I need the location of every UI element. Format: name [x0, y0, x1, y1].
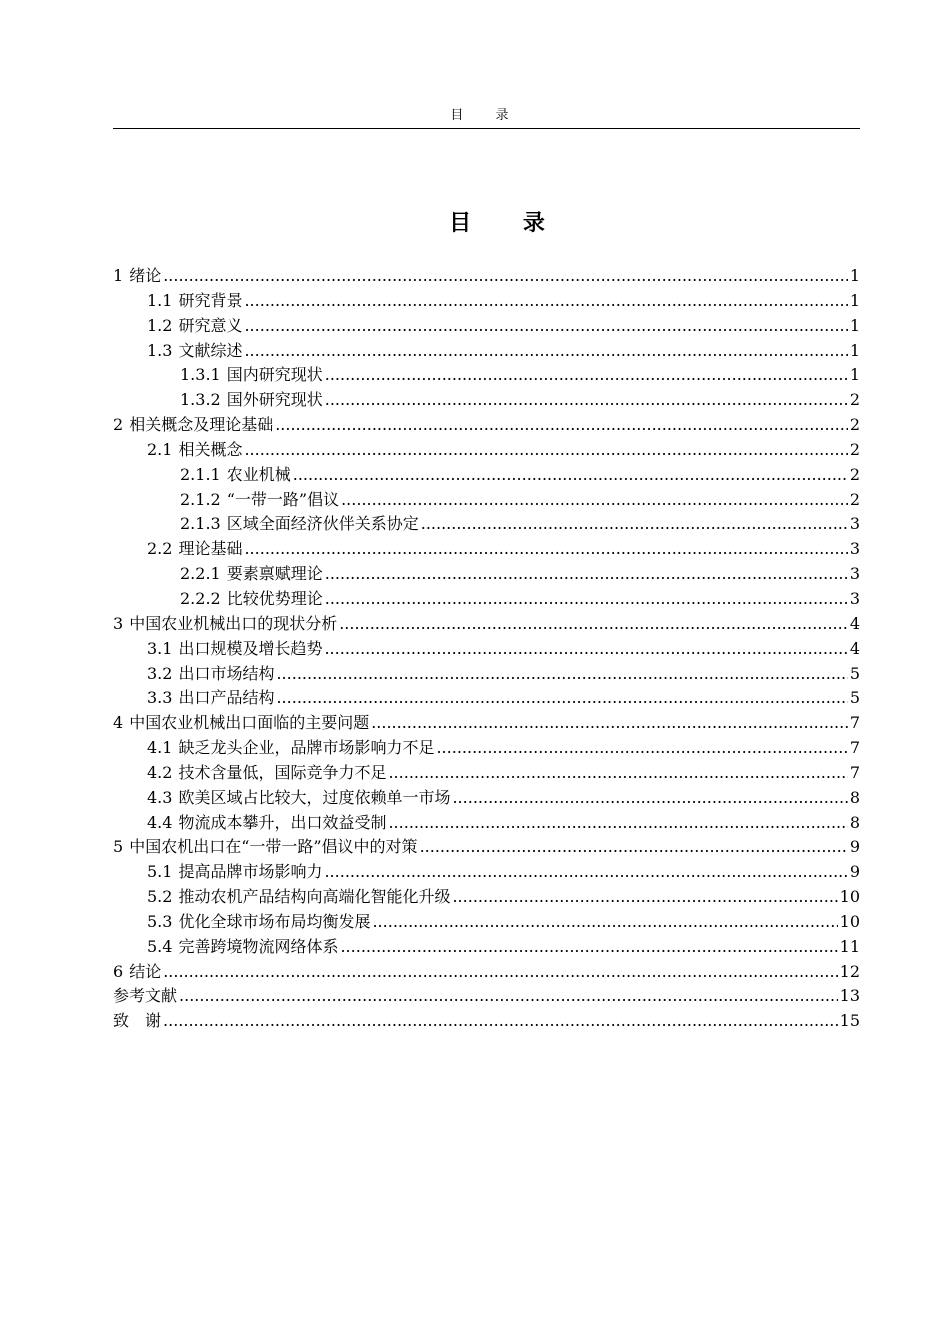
- toc-entry[interactable]: [113, 860, 860, 885]
- toc-entry-title: 理论基础: [178, 539, 243, 559]
- toc-entry[interactable]: [113, 314, 860, 339]
- toc-leader-dots: [325, 363, 848, 388]
- toc-entry[interactable]: [113, 910, 860, 935]
- toc-entry-title: 区域全面经济伙伴关系协定: [226, 514, 419, 534]
- toc-leader-dots: [163, 264, 848, 289]
- toc-entry-title: 国内研究现状: [226, 365, 323, 385]
- toc-leader-dots: [421, 512, 848, 537]
- toc-leader-dots: [388, 811, 847, 836]
- toc-page-number: 1: [849, 315, 860, 335]
- toc-entry-title: 致 谢: [113, 1011, 162, 1031]
- toc-entry[interactable]: [113, 413, 860, 438]
- toc-entry-title: 国外研究现状: [226, 390, 323, 410]
- toc-page-number: 8: [849, 787, 860, 807]
- toc-entry[interactable]: [113, 984, 860, 1009]
- toc-entry[interactable]: [113, 711, 860, 736]
- toc-entry-title: 出口规模及增长趋势: [178, 638, 323, 658]
- toc-page-number: 7: [849, 762, 860, 782]
- toc-entry[interactable]: [113, 587, 860, 612]
- toc-leader-dots: [275, 413, 848, 438]
- toc-entry-title: 技术含量低，国际竞争力不足: [178, 762, 387, 782]
- toc-entry-number: 5.3: [147, 911, 173, 931]
- toc-leader-dots: [163, 1009, 838, 1034]
- toc-entry-number: 1.2: [147, 315, 173, 335]
- toc-leader-dots: [388, 761, 847, 786]
- toc-entry-number: 5.4: [147, 936, 173, 956]
- toc-entry-number: 6: [113, 961, 124, 981]
- toc-page-number: 2: [849, 415, 860, 435]
- toc-entry-number: 3.1: [147, 638, 173, 658]
- toc-leader-dots: [163, 960, 837, 985]
- toc-entry-title: 出口产品结构: [178, 688, 275, 708]
- toc-page-number: 10: [839, 887, 860, 907]
- toc-entry-number: 2.2.2: [180, 588, 221, 608]
- toc-entry[interactable]: [113, 562, 860, 587]
- toc-entry-title: 中国农业机械出口面临的主要问题: [129, 713, 370, 733]
- toc-entry-number: 4.4: [147, 812, 173, 832]
- toc-entry[interactable]: [113, 612, 860, 637]
- toc-entry-title: “一带一路”倡议: [226, 489, 340, 509]
- toc-entry-number: 2.1.1: [180, 464, 221, 484]
- toc-entry-title: 比较优势理论: [226, 588, 323, 608]
- toc-page-number: 3: [849, 514, 860, 534]
- toc-page-number: 11: [839, 936, 860, 956]
- toc-entry-title: 文献综述: [178, 340, 243, 360]
- toc-entry-title: 相关概念: [178, 439, 243, 459]
- toc-entry[interactable]: [113, 811, 860, 836]
- toc-leader-dots: [372, 910, 837, 935]
- toc-entry-number: 2.1.2: [180, 489, 221, 509]
- toc-entry-number: 2: [113, 415, 124, 435]
- toc-entry-title: 要素禀赋理论: [226, 564, 323, 584]
- toc-entry-number: 3.2: [147, 663, 173, 683]
- toc-leader-dots: [324, 860, 847, 885]
- toc-entry[interactable]: [113, 438, 860, 463]
- toc-entry-number: 2.2.1: [180, 564, 221, 584]
- toc-leader-dots: [244, 289, 847, 314]
- toc-entry[interactable]: [113, 736, 860, 761]
- toc-page-number: 9: [849, 837, 860, 857]
- toc-entry[interactable]: [113, 289, 860, 314]
- toc-entry[interactable]: [113, 512, 860, 537]
- toc-entry-title: 物流成本攀升，出口效益受制: [178, 812, 387, 832]
- toc-leader-dots: [436, 736, 847, 761]
- toc-page-number: 8: [849, 812, 860, 832]
- toc-leader-dots: [341, 488, 848, 513]
- toc-page-number: 4: [849, 638, 860, 658]
- toc-entry[interactable]: [113, 686, 860, 711]
- toc-page-number: 13: [839, 986, 860, 1006]
- toc-leader-dots: [340, 935, 837, 960]
- toc-entry-title: 研究背景: [178, 290, 243, 310]
- toc-leader-dots: [244, 438, 847, 463]
- toc-page-number: 1: [849, 365, 860, 385]
- toc-entry[interactable]: [113, 339, 860, 364]
- toc-page-number: 2: [849, 489, 860, 509]
- toc-entry-number: 4.2: [147, 762, 173, 782]
- toc-page-number: 1: [849, 266, 860, 285]
- toc-entry-number: 3.3: [147, 688, 173, 708]
- toc-entry-title: 中国农业机械出口的现状分析: [129, 613, 338, 633]
- toc-page-number: 5: [849, 663, 860, 683]
- toc-entry-title: 研究意义: [178, 315, 243, 335]
- toc-entry-title: 结论: [129, 961, 162, 981]
- toc-leader-dots: [325, 388, 848, 413]
- toc-page-number: 2: [849, 439, 860, 459]
- toc-page-number: 7: [849, 713, 860, 733]
- toc-leader-dots: [371, 711, 848, 736]
- toc-page-number: 4: [849, 613, 860, 633]
- toc-leader-dots: [276, 662, 847, 687]
- toc-entry[interactable]: [113, 463, 860, 488]
- toc-entry-title: 完善跨境物流网络体系: [178, 936, 339, 956]
- toc-entry[interactable]: [113, 264, 860, 289]
- toc-entry-title: 绪论: [129, 266, 162, 285]
- toc-leader-dots: [420, 835, 848, 860]
- toc-entry-number: 1.3.1: [180, 365, 221, 385]
- toc-entry[interactable]: [113, 388, 860, 413]
- toc-entry[interactable]: [113, 835, 860, 860]
- table-of-contents: [113, 264, 860, 1034]
- toc-leader-dots: [452, 786, 847, 811]
- toc-entry-title: 参考文献: [113, 986, 178, 1006]
- toc-entry-title: 优化全球市场布局均衡发展: [178, 911, 371, 931]
- toc-entry[interactable]: [113, 363, 860, 388]
- toc-page-number: 1: [849, 340, 860, 360]
- toc-page-number: 12: [839, 961, 860, 981]
- toc-entry-title: 相关概念及理论基础: [129, 415, 274, 435]
- toc-page-number: 3: [849, 564, 860, 584]
- toc-entry-number: 2.1.3: [180, 514, 221, 534]
- toc-entry-title: 出口市场结构: [178, 663, 275, 683]
- toc-entry[interactable]: [113, 885, 860, 910]
- toc-leader-dots: [452, 885, 837, 910]
- toc-leader-dots: [244, 314, 847, 339]
- toc-entry[interactable]: [113, 662, 860, 687]
- toc-entry-title: 缺乏龙头企业，品牌市场影响力不足: [178, 738, 435, 758]
- toc-leader-dots: [325, 562, 848, 587]
- toc-entry-number: 2.1: [147, 439, 173, 459]
- toc-entry-number: 5: [113, 837, 124, 857]
- toc-page-number: 5: [849, 688, 860, 708]
- toc-page-number: 10: [839, 911, 860, 931]
- toc-entry-title: 中国农机出口在“一带一路”倡议中的对策: [129, 837, 418, 857]
- toc-page-number: 3: [849, 588, 860, 608]
- page-title: 目 录: [449, 210, 567, 236]
- toc-entry[interactable]: [113, 786, 860, 811]
- toc-entry[interactable]: [113, 960, 860, 985]
- toc-entry[interactable]: [113, 935, 860, 960]
- running-header: 目 录: [450, 108, 523, 123]
- toc-entry-number: 1.3.2: [180, 390, 221, 410]
- toc-entry-number: 3: [113, 613, 124, 633]
- toc-entry-number: 1.1: [147, 290, 173, 310]
- toc-entry-title: 提高品牌市场影响力: [178, 862, 323, 882]
- toc-entry-number: 1: [113, 266, 124, 285]
- toc-entry-number: 4: [113, 713, 124, 733]
- toc-leader-dots: [276, 686, 847, 711]
- toc-entry-number: 2.2: [147, 539, 173, 559]
- toc-leader-dots: [244, 537, 847, 562]
- toc-leader-dots: [179, 984, 838, 1009]
- toc-page-number: 2: [849, 390, 860, 410]
- toc-leader-dots: [325, 587, 848, 612]
- toc-entry-title: 农业机械: [226, 464, 291, 484]
- toc-leader-dots: [244, 339, 847, 364]
- toc-page-number: 15: [839, 1011, 860, 1031]
- header-rule: [113, 128, 860, 129]
- toc-page-number: 3: [849, 539, 860, 559]
- toc-page-number: 7: [849, 738, 860, 758]
- toc-entry-number: 5.2: [147, 887, 173, 907]
- toc-entry[interactable]: [113, 637, 860, 662]
- toc-entry-title: 推动农机产品结构向高端化智能化升级: [178, 887, 451, 907]
- toc-entry[interactable]: [113, 761, 860, 786]
- toc-leader-dots: [339, 612, 848, 637]
- toc-entry-number: 1.3: [147, 340, 173, 360]
- toc-page-number: 9: [849, 862, 860, 882]
- toc-entry-number: 4.1: [147, 738, 173, 758]
- toc-entry-title: 欧美区域占比较大，过度依赖单一市场: [178, 787, 451, 807]
- toc-leader-dots: [324, 637, 847, 662]
- toc-entry-number: 5.1: [147, 862, 173, 882]
- toc-entry[interactable]: [113, 537, 860, 562]
- toc-entry[interactable]: [113, 1009, 860, 1034]
- toc-entry-number: 4.3: [147, 787, 173, 807]
- toc-entry[interactable]: [113, 488, 860, 513]
- toc-page-number: 1: [849, 290, 860, 310]
- toc-page-number: 2: [849, 464, 860, 484]
- toc-leader-dots: [293, 463, 848, 488]
